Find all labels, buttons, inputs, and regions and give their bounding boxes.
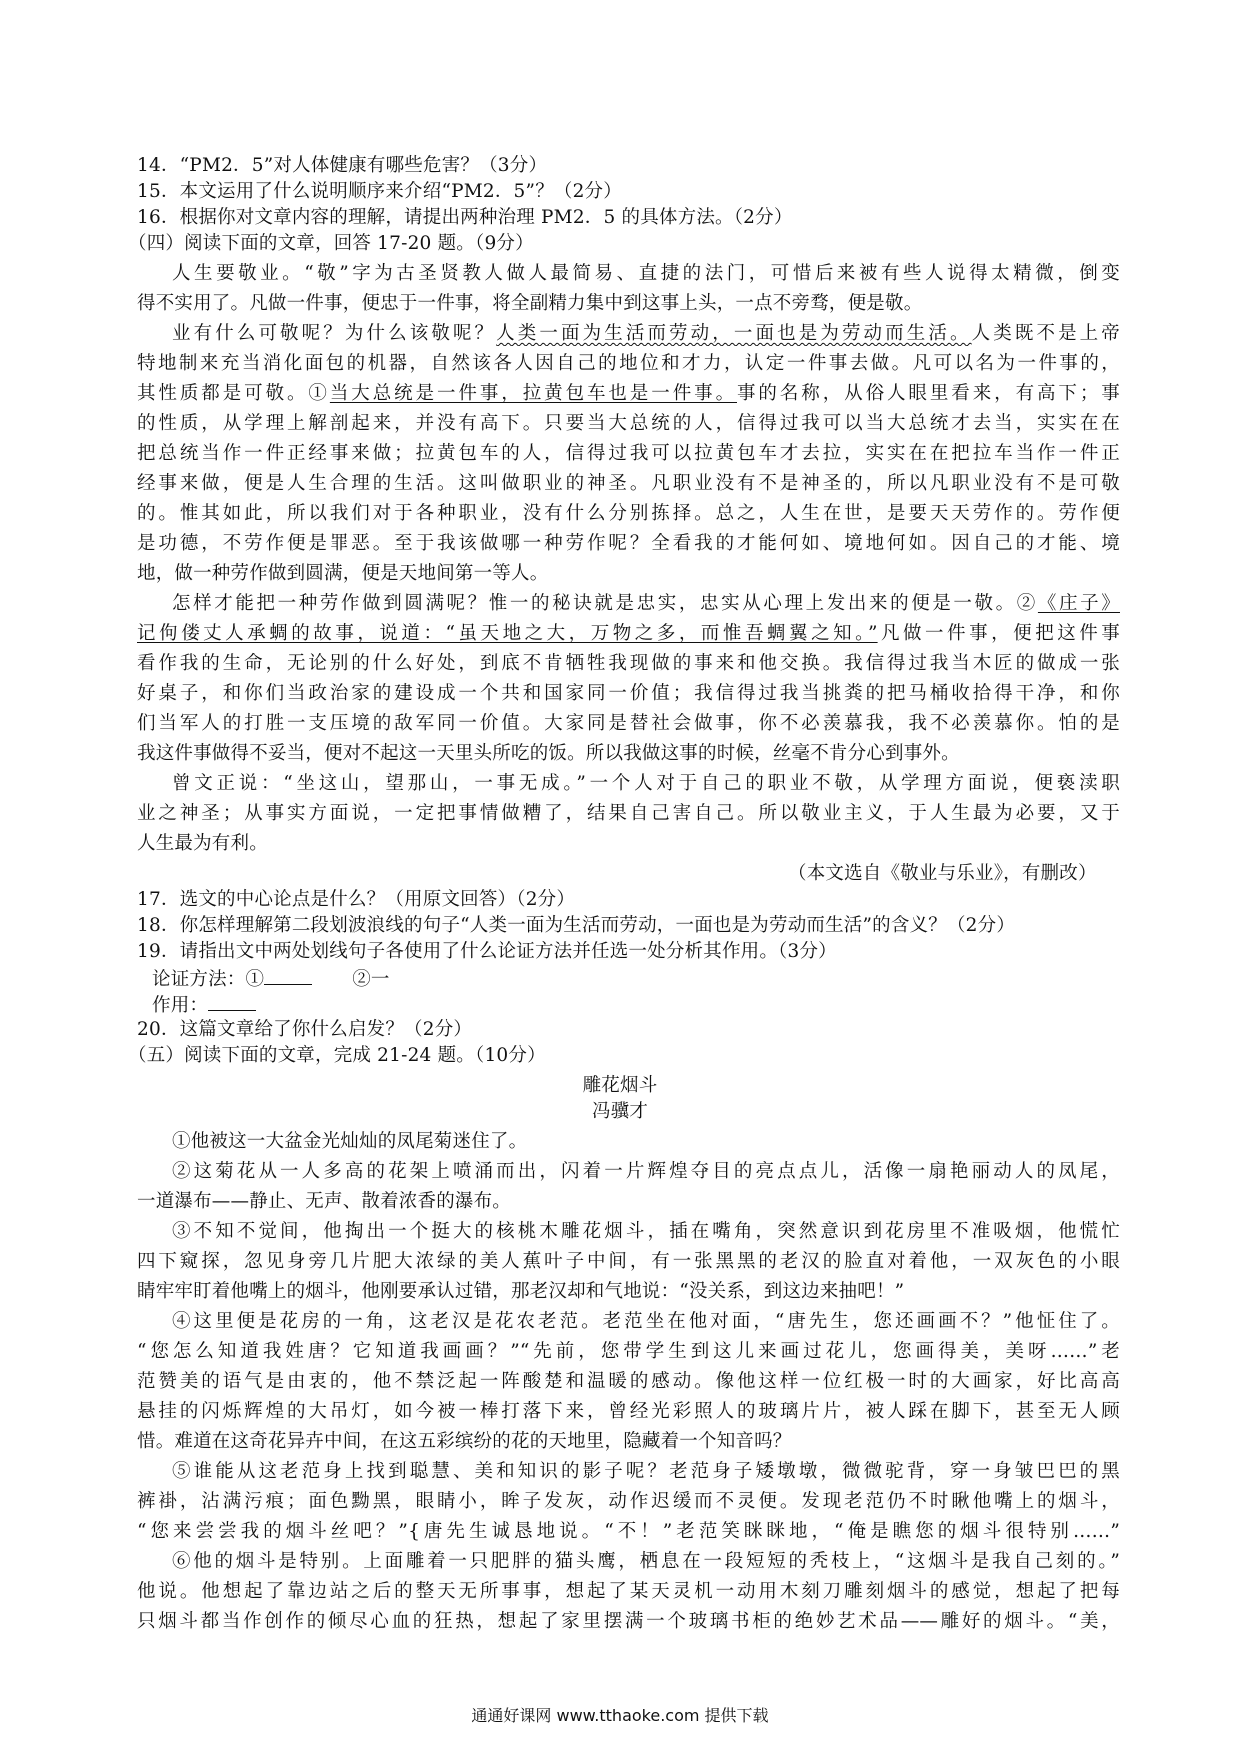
p4-line-1: 曾文正说：“坐这山，望那山，一事无成。”一个人对于自己的职业不敬，从学理方面说，便亵渎职 [172,773,1120,794]
question-18: 18．你怎样理解第二段划波浪线的句子“人类一面为生活而劳动，一面也是为劳动而生活”的含义？（2分） [137,915,1016,936]
p2-line-4: 的性质，从学理上解剖起来，并没有高下。只要当大总统的人，信得过我可以当大总统才去当，实实在在 [137,413,1120,434]
p1-line-1: 人生要敬业。“敬”字为古圣贤教人做人最简易、直捷的法门，可惜后来被有些人说得太精微，倒变 [172,263,1120,284]
question-19: 19．请指出文中两处划线句子各使用了什么论证方法并任选一处分析其作用。（3分） [137,941,837,962]
p3-line-4: 好桌子，和你们当政治家的建设成一个共和国家同一价值；我信得过我当挑粪的把马桶收拾得干净，和你 [137,683,1120,704]
s-para-2-line-2: 一道瀑布——静止、无声、散着浓香的瀑布。 [137,1191,512,1212]
p2-line-5: 把总统当作一件正经事来做；拉黄包车的人，信得过我可以拉黄包车才去拉，实实在在把拉车当作一件正 [137,443,1120,464]
p2-line-3-text: 其性质都是可敬。① [137,383,330,404]
s-para-3-line-2: 四下窥探，忽见身旁几片肥大浓绿的美人蕉叶子中间，有一张黑黑的老汉的脸直对着他，一双灰色的小眼 [137,1251,1120,1272]
s-para-3-line-1: ③不知不觉间，他掏出一个挺大的核桃木雕花烟斗，插在嘴角，突然意识到花房里不准吸烟，他慌忙 [172,1221,1120,1242]
q19-effect-line [152,992,256,1018]
question-15: 15．本文运用了什么说明顺序来介绍“PM2．5”？（2分） [137,181,622,202]
underlined-sentence-2-start: 《庄子》 [1037,593,1120,614]
answer-blank-1[interactable] [264,966,312,985]
page-footer: 通通好课网 www.tthaoke.com 提供下载 [471,1706,769,1725]
p2-line-9: 地，做一种劳作做到圆满，便是天地间第一等人。 [137,563,549,584]
story-author: 冯骥才 [591,1101,649,1122]
wavy-underlined-sentence: 人类一面为生活而劳动，一面也是为劳动而生活。 [496,323,972,344]
p4-line-2: 业之神圣；从事实方面说，一定把事情做糟了，结果自己害自己。所以敬业主义，于人生最为必要，又于 [137,803,1120,824]
p2-line-7: 的。惟其如此，所以我们对于各种职业，没有什么分别拣择。总之，人生在世，是要天天劳作的。劳作便 [137,503,1120,524]
s-para-1: ①他被这一大盆金光灿灿的凤尾菊迷住了。 [172,1131,528,1152]
s-para-5-line-3: “您来尝尝我的烟斗丝吧？”{唐先生诚恳地说。“不！”老范笑眯眯地，“俺是瞧您的烟斗很特别……” [137,1521,1120,1542]
story-title: 雕花烟斗 [582,1075,658,1096]
s-para-6-line-1: ⑥他的烟斗是特别。上面雕着一只肥胖的猫头鹰，栖息在一段短短的秃枝上，“这烟斗是我自己刻的。” [172,1551,1120,1572]
s-para-4-line-3: 范赞美的语气是由衷的，他不禁泛起一阵酸楚和温暖的感动。像他这样一位红极一时的大画家，好比高高 [137,1371,1120,1392]
s-para-4-line-5: 惜。难道在这奇花异卉中间，在这五彩缤纷的花的天地里，隐藏着一个知音吗？ [137,1431,792,1452]
p2-line-1 [172,322,1120,346]
question-17: 17．选文的中心论点是什么？（用原文回答）（2分） [137,889,576,910]
p2-line-1-tail: 人类既不是上帝 [971,323,1120,344]
q19-method-line [152,966,390,992]
p3-line-5: 们当军人的打胜一支压境的敌军同一价值。大家同是替社会做事，你不必羡慕我，我不必羡慕你。怕的是 [137,713,1120,734]
q19-effect-label: 作用： [152,995,209,1016]
s-para-4-line-4: 悬挂的闪烁辉煌的大吊灯，如今被一棒打落下来，曾经光彩照人的玻璃片片，被人踩在脚下，甚至无人顾 [137,1401,1120,1422]
p3-line-6: 我这件事做得不妥当，便对不起这一天里头所吃的饭。所以我做这事的时候，丝毫不肯分心到事外。 [137,743,960,764]
question-20: 20．这篇文章给了你什么启发？（2分） [137,1019,473,1040]
s-para-6-line-3: 只烟斗都当作创作的倾尽心血的狂热，想起了家里摆满一个玻璃书柜的绝妙艺术品——雕好的烟斗。“美， [137,1611,1120,1632]
answer-blank-2[interactable]: 一 [370,969,390,990]
p4-line-3: 人生最为有利。 [137,833,268,854]
p3-line-2 [137,622,1120,646]
section-5-heading: （五）阅读下面的文章，完成 21-24 题。（10分） [128,1045,546,1066]
underlined-sentence-2: 记佝偻丈人承蜩的故事，说道：“虽天地之大，万物之多，而惟吾蜩翼之知。” [137,623,878,644]
p2-line-6: 经事来做，便是人生合理的生活。这叫做职业的神圣。凡职业没有不是神圣的，所以凡职业没有不是可敬 [137,473,1120,494]
s-para-5-line-2: 裤褂，沾满污痕；面色黝黑，眼睛小，眸子发灰，动作迟缓而不灵便。发现老范仍不时瞅他嘴上的烟斗， [137,1491,1120,1512]
p1-line-2: 得不实用了。凡做一件事，便忠于一件事，将全副精力集中到这事上头，一点不旁骛，便是敬。 [137,293,923,314]
underlined-sentence-1: 当大总统是一件事，拉黄包车也是一件事。 [329,383,737,404]
p2-line-3-tail: 事的名称，从俗人眼里看来，有高下；事 [737,383,1120,404]
p3-line-3: 看作我的生命，无论别的什么好处，到底不肯牺牲我现做的事来和他交换。我信得过我当木匠的做成一张 [137,653,1120,674]
s-para-2-line-1: ②这菊花从一人多高的花架上喷涌而出，闪着一片辉煌夺目的亮点点儿，活像一扇艳丽动人的凤尾， [172,1161,1120,1182]
p2-line-3 [137,382,1120,406]
s-para-3-line-3: 睛牢牢盯着他嘴上的烟斗，他刚要承认过错，那老汉却和气地说：“没关系，到这边来抽吧！” [137,1281,905,1302]
p3-line-1 [172,592,1120,616]
s-para-5-line-1: ⑤谁能从这老范身上找到聪慧、美和知识的影子呢？老范身子矮墩墩，微微驼背，穿一身皱巴巴的黑 [172,1461,1120,1482]
p2-line-2: 特地制来充当消化面包的机器，自然该各人因自己的地位和才力，认定一件事去做。凡可以名为一件事的， [137,353,1120,374]
q19-method-label-2: ② [352,969,371,990]
answer-blank-3[interactable] [208,992,256,1011]
passage-source: （本文选自《敬业与乐业》，有删改） [788,863,1097,884]
p3-line-2-tail: 凡做一件事，便把这件事 [877,623,1120,644]
p2-line-8: 是功德，不劳作便是罪恶。至于我该做哪一种劳作呢？全看我的才能何如、境地何如。因自己的才能、境 [137,533,1120,554]
q19-method-label: 论证方法：① [152,969,265,990]
p3-line-1-text: 怎样才能把一种劳作做到圆满呢？惟一的秘诀就是忠实，忠实从心理上发出来的便是一敬。② [172,593,1038,614]
s-para-4-line-2: “您怎么知道我姓唐？它知道我画画？”“先前，您带学生到这儿来画过花儿，您画得美，美呀……”老 [137,1341,1120,1362]
p2-line-1-text: 业有什么可敬呢？为什么该敬呢？ [172,323,497,344]
question-14: 14．“PM2．5”对人体健康有哪些危害？（3分） [137,155,548,176]
section-4-heading: （四）阅读下面的文章，回答 17-20 题。（9分） [128,233,534,254]
question-16: 16．根据你对文章内容的理解，请提出两种治理 PM2．5 的具体方法。（2分） [137,207,793,228]
s-para-6-line-2: 他说。他想起了靠边站之后的整天无所事事，想起了某天灵机一动用木刻刀雕刻烟斗的感觉，想起了把每 [137,1581,1120,1602]
s-para-4-line-1: ④这里便是花房的一角，这老汉是花农老范。老范坐在他对面，“唐先生，您还画画不？”他怔住了。 [172,1311,1120,1332]
